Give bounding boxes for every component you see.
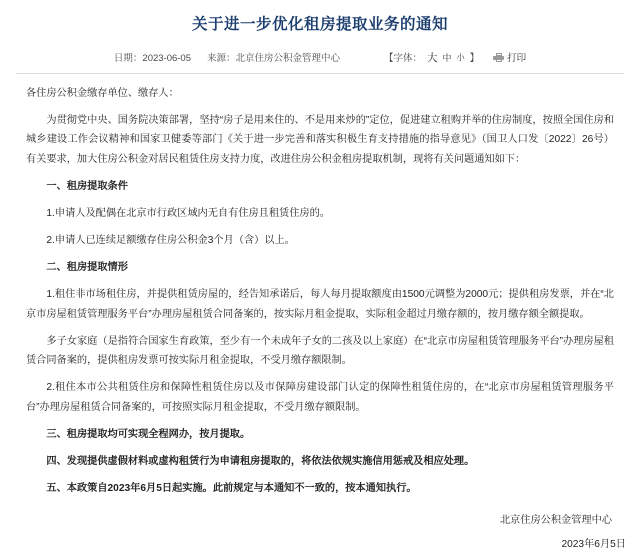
salutation: 各住房公积金缴存单位、缴存人： [26, 87, 179, 99]
printer-icon [493, 53, 504, 62]
section-heading-1: 一、租房提取条件 [46, 181, 128, 193]
print-button-label: 打印 [507, 53, 527, 65]
section-heading-5: 五、本政策自2023年6月5日起实施。此前规定与本通知不一致的，按本通知执行。 [46, 482, 417, 494]
document-sign-date: 2023年6月5日 [561, 539, 626, 550]
paragraph-4: 1.租住非市场租住房，并提供租赁房屋的，经告知承诺后，每人每月提取额度由1500元调整为2000元；提供租房发票，并在“北京市房屋租赁管理服务平台”办理房屋租赁合同备案的，按实际月租金提取，实际租金超过月缴存额的，按月缴存额全额提取。 [26, 288, 614, 320]
paragraph-2: 1.申请人及配偶在北京市行政区域内无自有住房且租赁住房的。 [46, 208, 330, 220]
document-body [0, 84, 640, 499]
title-bar [0, 0, 640, 46]
header-divider [16, 73, 624, 74]
font-size-label-end: 】 [469, 53, 480, 65]
meta-left-group [114, 50, 340, 64]
font-size-medium-button[interactable]: 中 [442, 52, 452, 63]
document-signature: 北京住房公积金管理中心 [499, 514, 612, 526]
meta-right-group [384, 50, 526, 65]
print-button[interactable] [493, 50, 526, 64]
paragraph-5: 多子女家庭（是指符合国家生育政策，至少有一个未成年子女的二孩及以上家庭）在“北京市房屋租赁管理服务平台”办理房屋租赁合同备案的，提供租房发票可按实际月租金提取，不受月缴存额限制。 [26, 335, 614, 367]
paragraph-1: 为贯彻党中央、国务院决策部署，坚持“房子是用来住的、不是用来炒的”定位，促进建立租购并举的住房制度，按照全国住房和城乡建设工作会议精神和国家卫健委等部门《关于进一步完善和落实积极生育支持措施的指导意见》（国卫人口发〔2022〕26号）有关要求，加大住房公积金对居民租赁住房支持力度，改进住房公积金租房提取机制，现将有关问题通知如下： [26, 114, 614, 166]
section-heading-2: 二、租房提取情形 [46, 261, 128, 273]
font-size-label: 【字体： [384, 53, 423, 65]
section-heading-3: 三、租房提取均可实现全程网办，按月提取。 [46, 429, 251, 441]
font-size-control [384, 50, 479, 65]
paragraph-3: 2.申请人已连续足额缴存住房公积金3个月（含）以上。 [46, 235, 295, 247]
font-size-small-button[interactable]: 小 [456, 52, 465, 62]
page-title: 关于进一步优化租房提取业务的通知 [191, 16, 448, 33]
publish-date: 日期：2023-06-05 [113, 53, 192, 65]
paragraph-6: 2.租住本市公共租赁住房和保障性租赁住房以及市保障房建设部门认定的保障性租赁住房的，在“北京市房屋租赁管理服务平台”办理房屋租赁合同备案的，可按照实际月租金提取，不受月缴存额限制。 [26, 382, 614, 414]
section-heading-4: 四、发现提供虚假材料或虚构租赁行为申请租房提取的，将依法依规实施信用惩戒及相应处理。 [46, 456, 475, 468]
document-meta-bar [0, 46, 640, 71]
document-source: 来源：北京住房公积金管理中心 [207, 53, 341, 65]
font-size-large-button[interactable]: 大 [427, 51, 438, 64]
